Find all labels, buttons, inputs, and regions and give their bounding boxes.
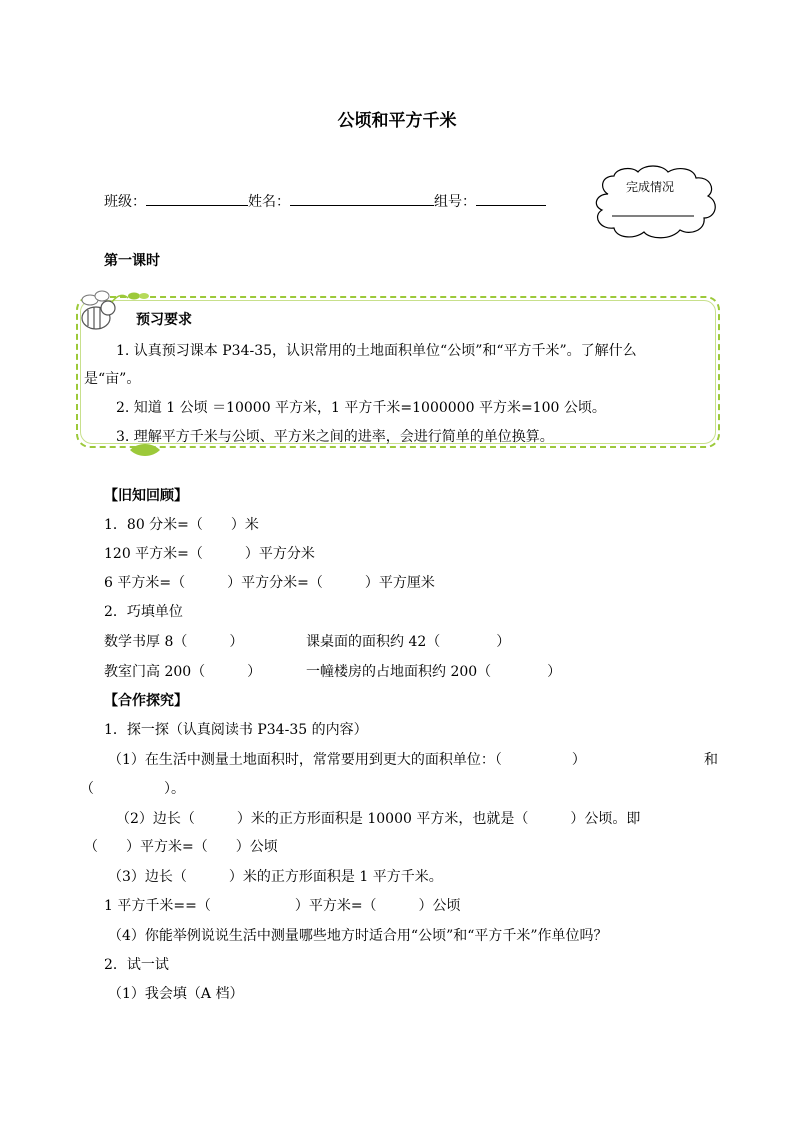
explore-s1c: （3）边长（ ）米的正方形面积是 1 平方千米。 [108,869,443,885]
name-blank [290,191,434,206]
review-q2: 2．巧填单位 [104,604,183,620]
explore-s2: 2．试一试 [104,957,169,973]
page-title: 公顷和平方千米 [337,111,457,131]
review-q1b: 120 平方米=（ ）平方分米 [104,546,315,562]
class-label: 班级： [104,194,146,210]
preview-item-1: 1. 认真预习课本 P34-35，认识常用的土地面积单位“公顷”和“平方千米”。了解什么 [116,343,637,359]
review-heading: 【旧知回顾】 [104,488,188,504]
explore-s1: 1．探一探（认真阅读书 P34-35 的内容） [104,722,368,738]
review-q2b: 课桌面的面积约 42（ ） [306,634,511,650]
explore-s1a-end: 和 [704,752,718,768]
student-info-row [104,191,546,211]
explore-s1b: （2）边长（ ）米的正方形面积是 10000 平方米，也就是（ ）公顷。即 [116,811,641,827]
lesson-title: 第一课时 [104,253,160,269]
explore-s1b-cont: （ ）平方米=（ ）公顷 [84,839,278,855]
review-q2c: 教室门高 200（ ） [104,664,262,680]
preview-item-2: 2. 知道 1 公顷 ＝10000 平方米，1 平方千米=1000000 平方米=100 公顷。 [116,400,606,416]
explore-s2a: （1）我会填（A 档） [108,986,244,1002]
review-q1a: 1．80 分米=（ ）米 [104,517,259,533]
completion-cloud-icon [586,164,722,242]
preview-heading: 预习要求 [136,312,192,328]
class-blank [146,191,248,206]
completion-label: 完成情况 [626,180,675,194]
preview-item-3: 3. 理解平方千米与公顷、平方米之间的进率，会进行简单的单位换算。 [116,429,554,445]
explore-s1e: （4）你能举例说说生活中测量哪些地方时适合用“公顷”和“平方千米”作单位吗？ [108,928,608,944]
review-q1c: 6 平方米=（ ）平方分米=（ ）平方厘米 [104,575,435,591]
explore-s1a: （1）在生活中测量土地面积时，常常要用到更大的面积单位：（ ） [108,752,586,768]
explore-s1a-cont: （ ）。 [80,781,185,797]
review-q2d: 一幢楼房的占地面积约 200（ ） [306,664,562,680]
group-label: 组号： [434,194,476,210]
explore-heading: 【合作探究】 [104,693,188,709]
explore-s1d: 1 平方千米==（ ）平方米=（ ）公顷 [104,898,461,914]
name-label: 姓名： [248,194,290,210]
group-blank [476,191,546,206]
preview-item-1-cont: 是“亩”。 [84,371,141,387]
review-q2a: 数学书厚 8（ ） [104,634,244,650]
